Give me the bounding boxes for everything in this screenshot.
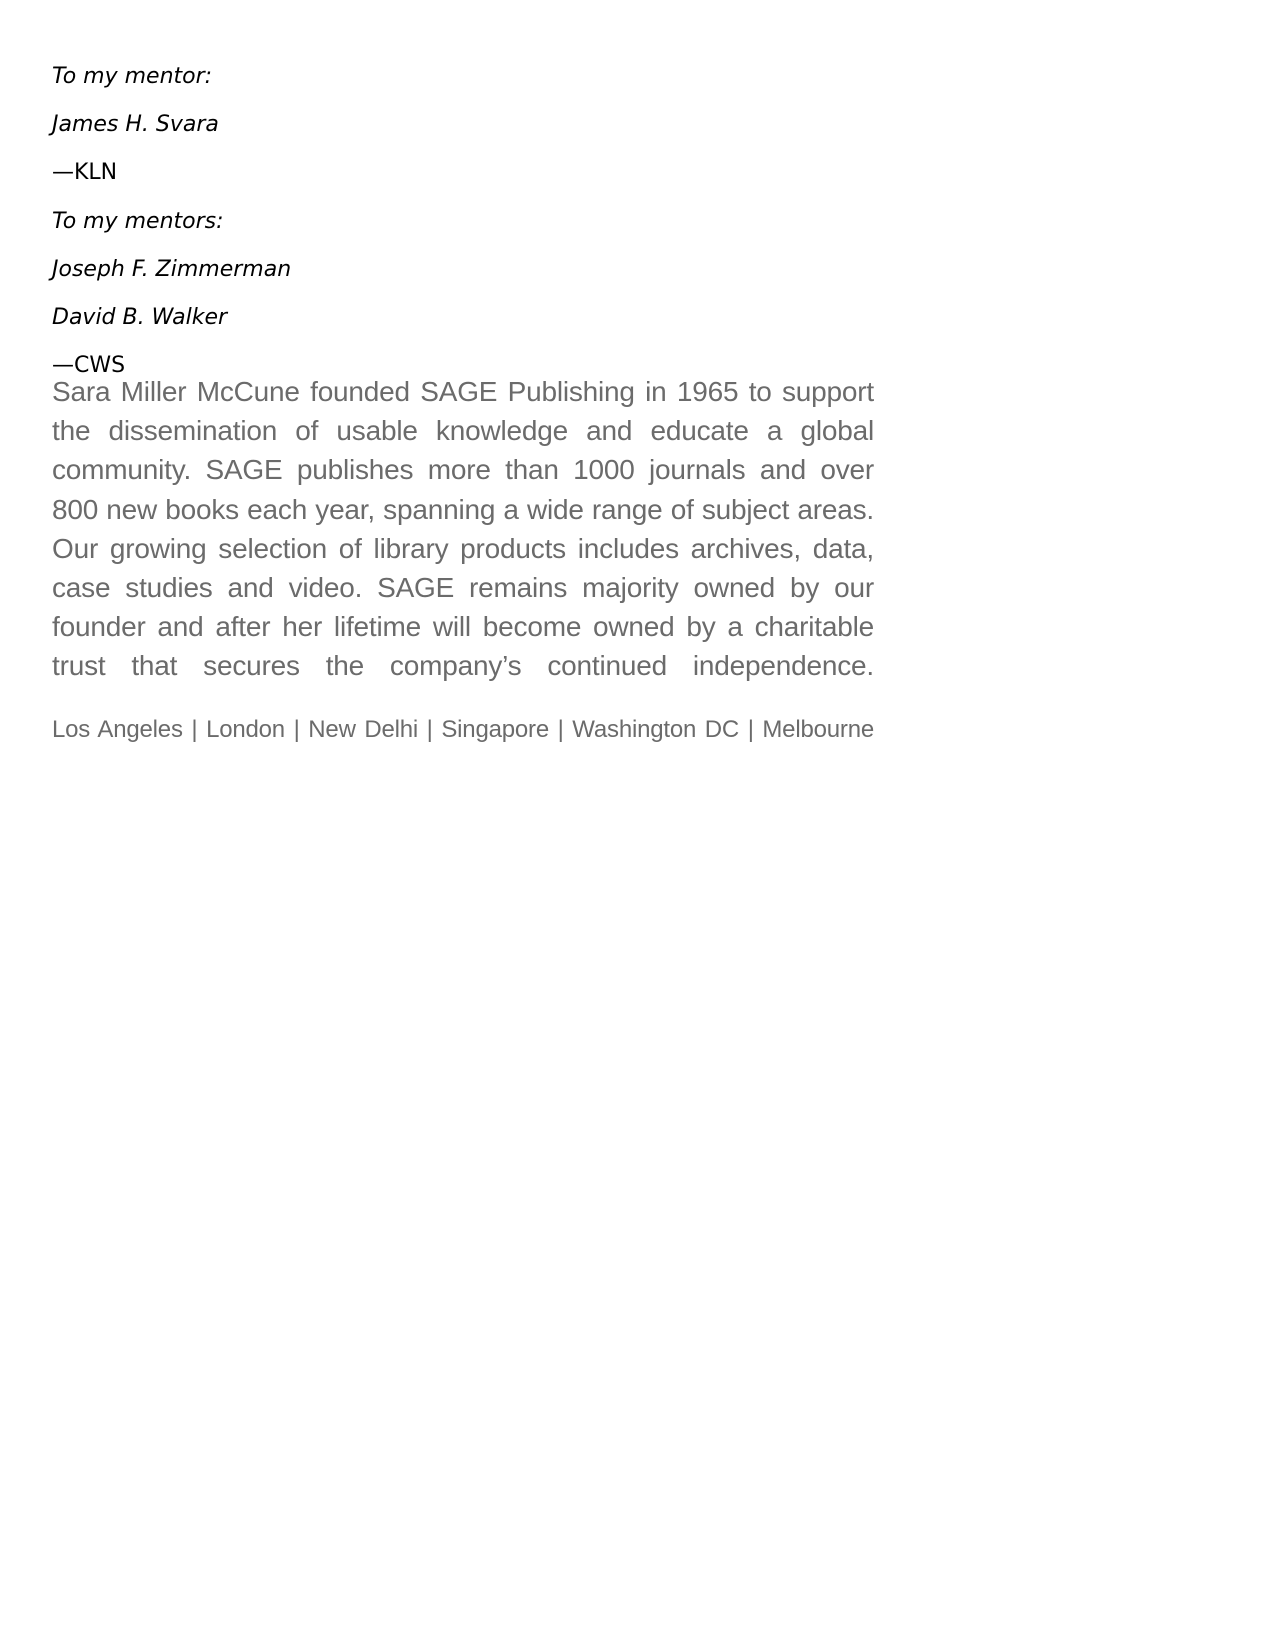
- sage-about-line: 800 new books each year, spanning a wide range of subject areas.: [52, 493, 874, 525]
- dedication-mentor-zimmerman: Joseph F. Zimmerman: [52, 257, 292, 282]
- sage-about-line: founder and after her lifetime will become owned by a charitable: [52, 611, 874, 643]
- dedication-signature-cws: —CWS: [52, 353, 126, 378]
- sage-office-locations: Los Angeles | London | New Delhi | Singapore | Washington DC | Melbourne: [52, 716, 874, 743]
- dedication-signature-kln: —KLN: [52, 160, 118, 185]
- sage-about-line: trust that secures the company’s continued independence.: [52, 650, 874, 682]
- dedication-mentor-svara: James H. Svara: [52, 112, 219, 137]
- dedication-intro-kln: To my mentor:: [52, 64, 213, 89]
- sage-publisher-statement: [52, 372, 874, 743]
- dedication-mentor-walker: David B. Walker: [52, 305, 228, 330]
- sage-about-line: Our growing selection of library products includes archives, data,: [52, 532, 874, 564]
- sage-about-line: community. SAGE publishes more than 1000 journals and over: [52, 454, 874, 486]
- dedication-intro-cws: To my mentors:: [52, 209, 224, 234]
- sage-about-line: the dissemination of usable knowledge and educate a global: [52, 415, 874, 447]
- sage-about-line: Sara Miller McCune founded SAGE Publishing in 1965 to support: [52, 376, 874, 407]
- sage-about-line: case studies and video. SAGE remains majority owned by our: [52, 572, 874, 604]
- sage-about-paragraph: [52, 372, 874, 686]
